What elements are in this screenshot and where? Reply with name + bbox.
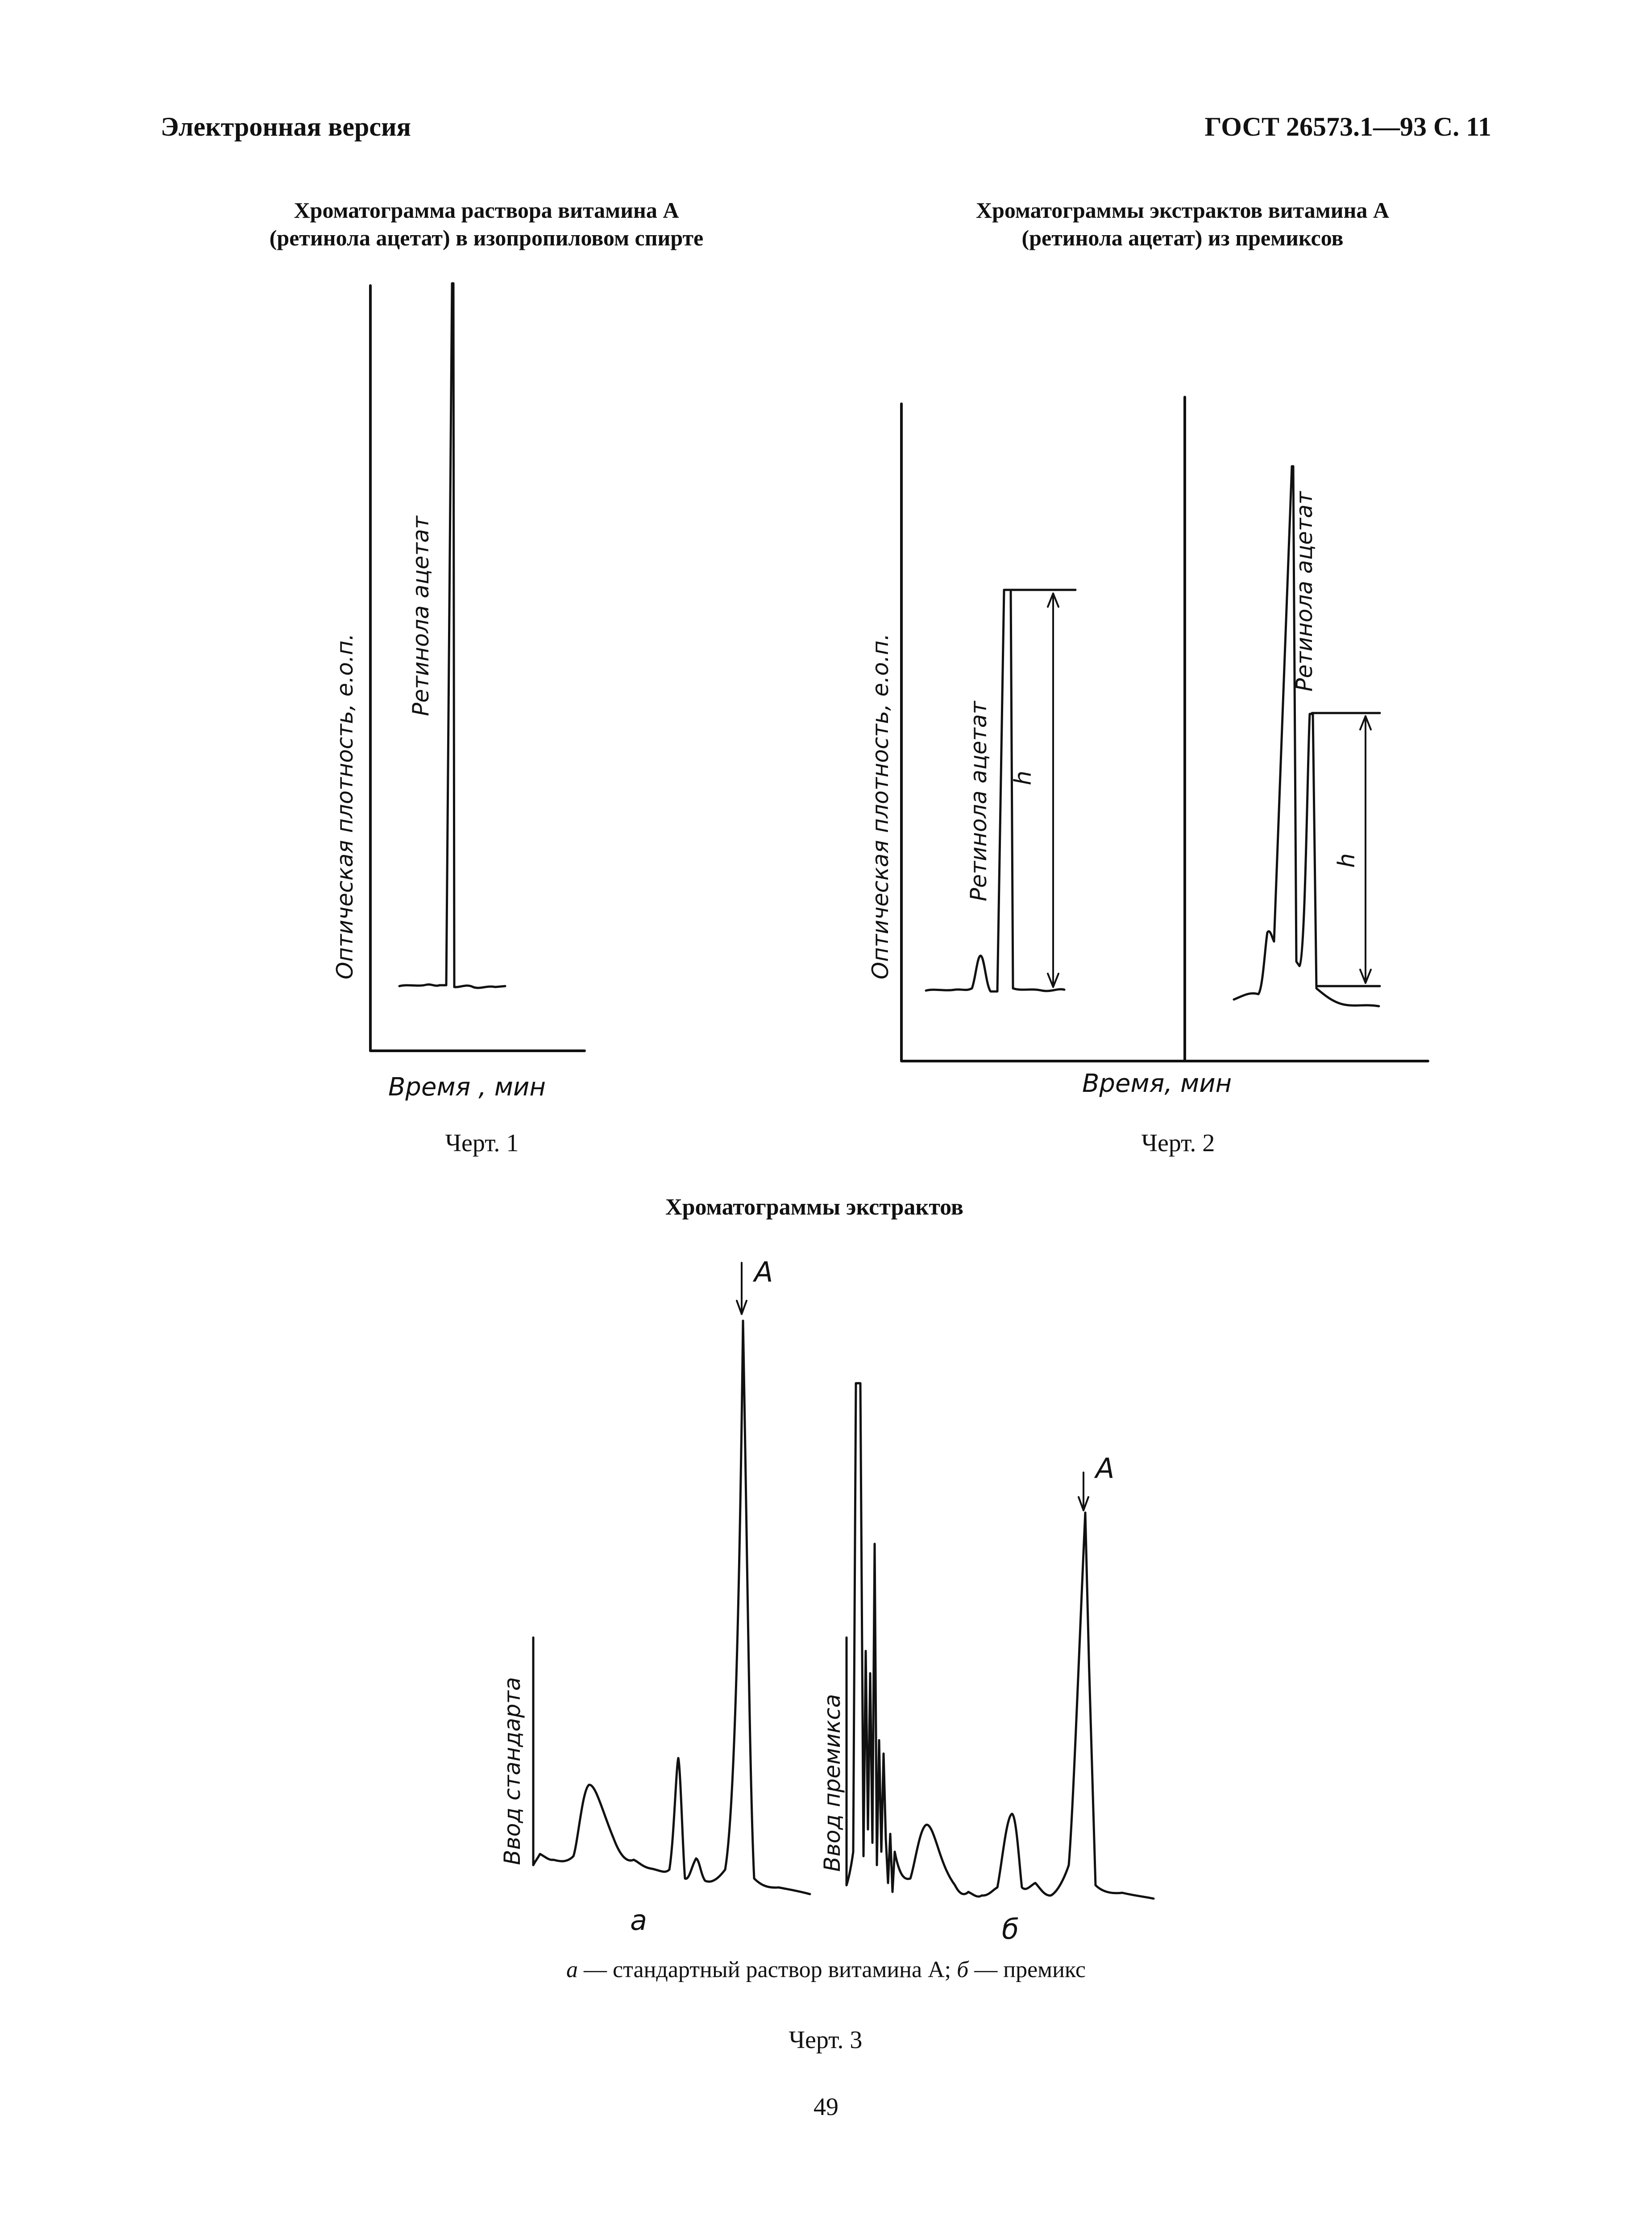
fig3-panel-b-label: б — [1002, 1913, 1019, 1945]
fig1-caption: Черт. 1 — [445, 1129, 519, 1157]
fig3-inject-premix: Ввод премикса — [819, 1694, 845, 1872]
fig3-title: Хроматограммы экстрактов — [665, 1194, 963, 1220]
fig2-caption: Черт. 2 — [1141, 1129, 1215, 1157]
fig2-left-peak-label: Ретинола ацетат — [966, 701, 992, 901]
fig3-panel-b — [819, 1383, 1154, 1945]
running-header-right: ГОСТ 26573.1—93 С. 11 — [1204, 112, 1491, 141]
fig2-left-h-label: h — [1010, 771, 1037, 785]
running-header-left: Электронная версия — [161, 112, 411, 141]
fig3-marker-a-right: A — [1096, 1452, 1115, 1485]
fig3-panel-a-trace — [533, 1321, 810, 1894]
fig3-panel-a-label: а — [630, 1904, 647, 1937]
fig3-caption: Черт. 3 — [789, 2026, 863, 2054]
page-number: 49 — [814, 2093, 838, 2121]
fig1-chromatogram — [332, 283, 585, 1102]
fig2-xlabel: Время, мин — [1082, 1069, 1232, 1098]
fig3-legend — [0, 1957, 1652, 1983]
fig1-title-line2: (ретинола ацетат) в изопропиловом спирте — [269, 225, 704, 250]
fig2-left-trace — [926, 590, 1064, 991]
fig2-chromatogram-right — [1082, 397, 1380, 1098]
fig2-right-peak-label: Ретинола ацетат — [1291, 491, 1317, 692]
fig1-title-line1: Хроматограмма раствора витамина А — [294, 198, 679, 223]
fig3-inject-standard: Ввод стандарта — [499, 1677, 525, 1865]
fig3-legend-a-text: — стандартный раствор витамина А; — [578, 1957, 957, 1982]
fig1-peak-label: Ретинола ацетат — [408, 516, 434, 716]
fig1-xlabel: Время , мин — [388, 1073, 546, 1102]
fig3-marker-a-left: A — [754, 1256, 773, 1288]
fig3-legend-b-text: — премикс — [968, 1957, 1086, 1982]
fig3-legend-b-letter: б — [957, 1957, 969, 1982]
fig3-legend-a-letter: а — [566, 1957, 578, 1982]
fig3-panel-a — [499, 1256, 810, 1937]
fig1-axes — [370, 286, 585, 1051]
fig2-right-h-label: h — [1333, 853, 1360, 868]
fig2-ylabel: Оптическая плотность, е.о.п. — [868, 633, 893, 979]
fig2-title-line1: Хроматограммы экстрактов витамина А — [975, 198, 1390, 223]
fig2-chromatogram-left — [868, 404, 1428, 1061]
fig1-ylabel: Оптическая плотность, е.о.п. — [332, 633, 358, 979]
fig2-title-line2: (ретинола ацетат) из премиксов — [1021, 225, 1344, 250]
